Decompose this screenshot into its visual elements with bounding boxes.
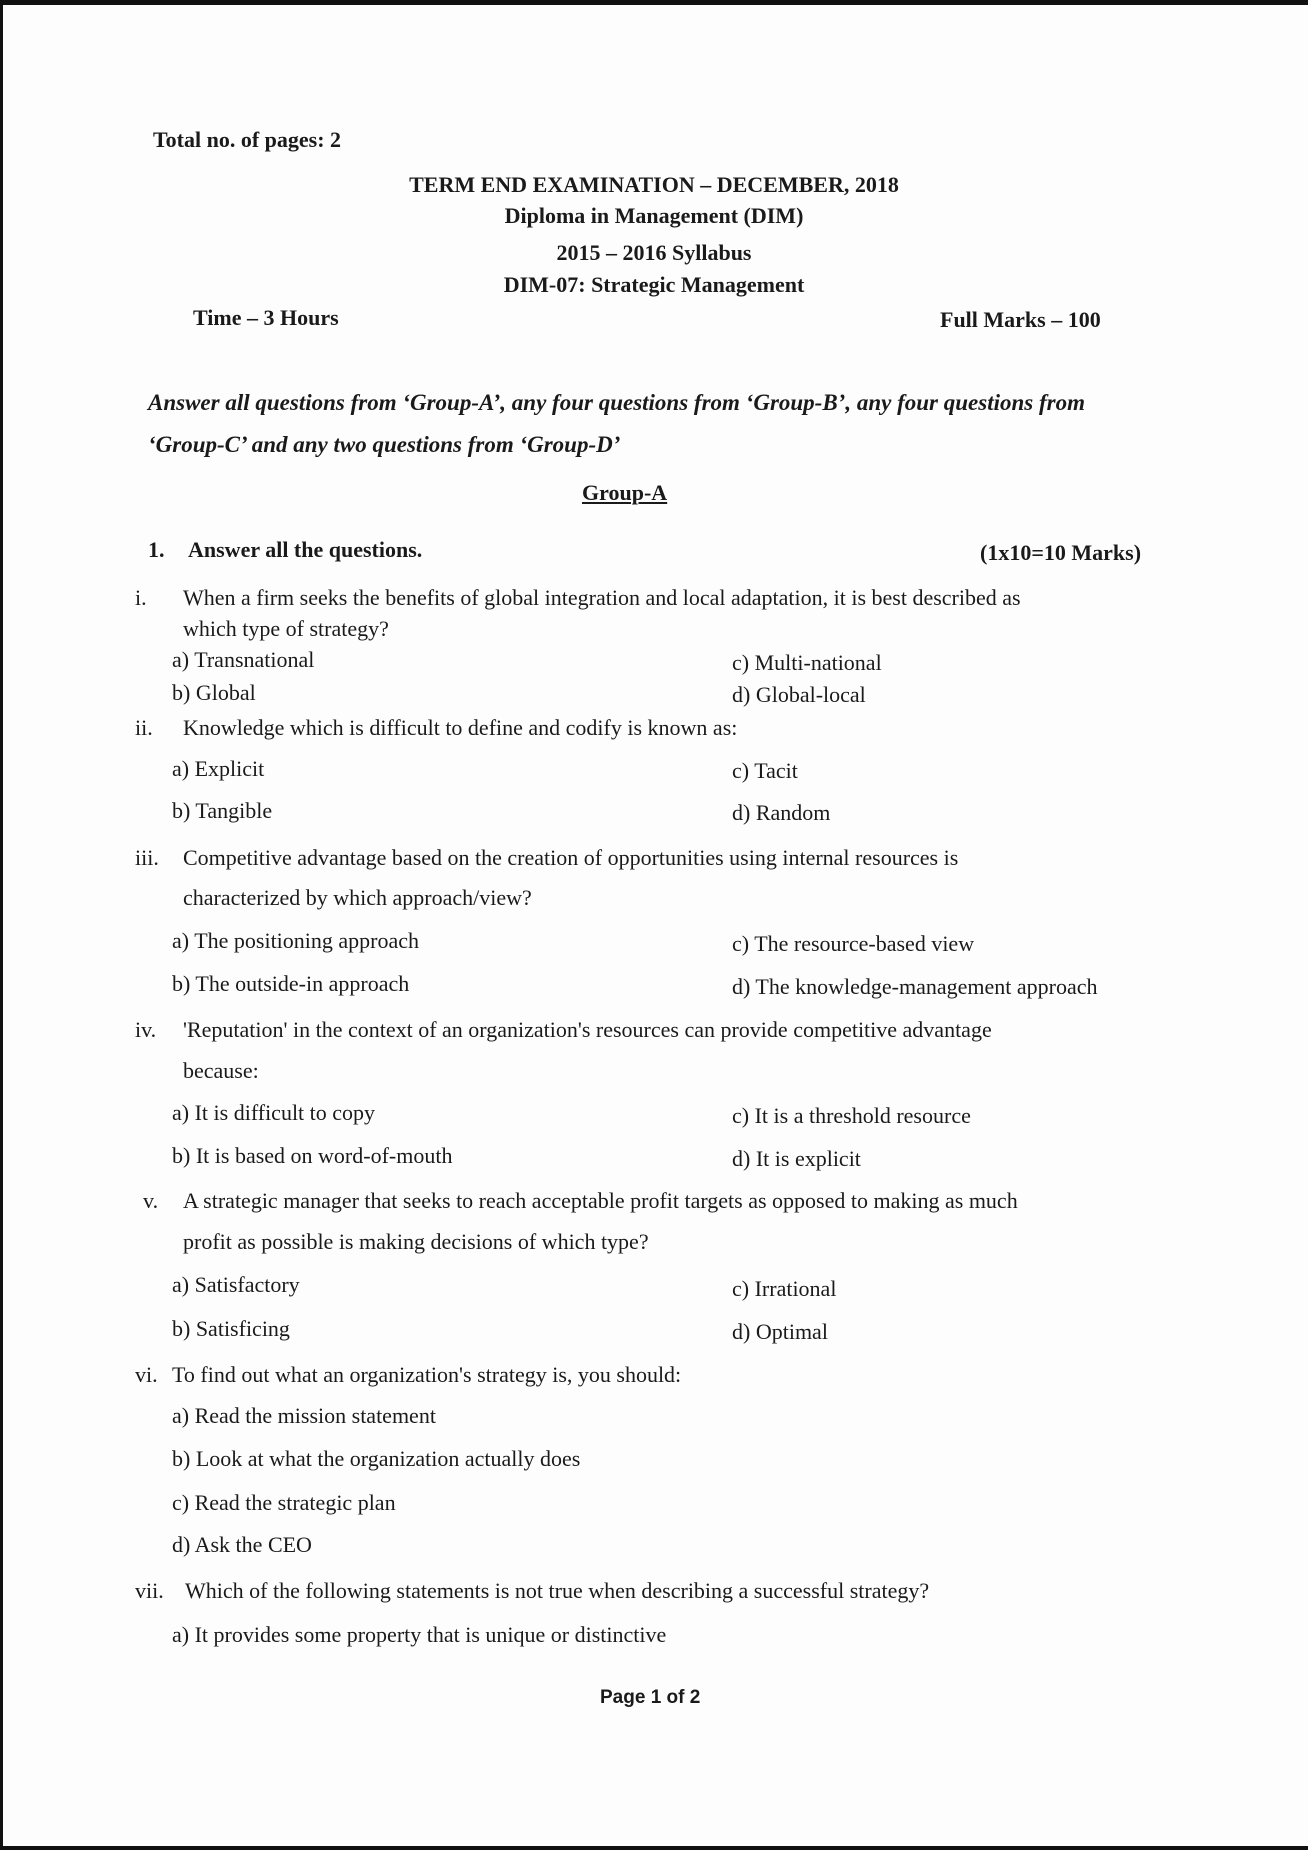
question-number: 1. [148, 537, 165, 562]
mcq-option: b) Global [172, 680, 256, 705]
mcq-option: a) Transnational [172, 647, 315, 672]
group-heading: Group-A [582, 480, 668, 505]
time-allowed: Time – 3 Hours [193, 305, 339, 330]
mcq-question-line: A strategic manager that seeks to reach acceptable profit targets as opposed to making as much [183, 1188, 1018, 1213]
mcq-option: a) It is difficult to copy [172, 1100, 376, 1125]
mcq-option: c) It is a threshold resource [732, 1103, 971, 1128]
mcq-question-line: Knowledge which is difficult to define and codify is known as: [183, 715, 738, 740]
mcq-question-line: To find out what an organization's strategy is, you should: [172, 1362, 682, 1387]
scan-border-bottom [0, 1846, 1308, 1850]
mcq-option: c) The resource-based view [732, 931, 975, 956]
question-marks: (1x10=10 Marks) [980, 540, 1142, 565]
total-pages: Total no. of pages: 2 [153, 127, 342, 152]
scan-border-left [0, 0, 3, 1850]
mcq-option: b) Tangible [172, 798, 273, 823]
mcq-number: i. [135, 585, 147, 610]
instructions-line-2: ‘Group-C’ and any two questions from ‘Group-D’ [148, 432, 621, 457]
mcq-question-line: When a firm seeks the benefits of global integration and local adaptation, it is best described as [183, 585, 1021, 610]
full-marks: Full Marks – 100 [940, 307, 1101, 332]
mcq-number: iv. [135, 1017, 157, 1042]
mcq-number: v. [143, 1188, 159, 1213]
exam-title: TERM END EXAMINATION – DECEMBER, 2018 [409, 172, 899, 197]
mcq-option: b) The outside-in approach [172, 971, 410, 996]
mcq-question-line: characterized by which approach/view? [183, 885, 532, 910]
mcq-option: d) Global-local [732, 682, 866, 707]
mcq-option: c) Multi-national [732, 650, 882, 675]
mcq-option: a) The positioning approach [172, 928, 420, 953]
mcq-option: a) Read the mission statement [172, 1403, 436, 1428]
mcq-option: d) Random [732, 800, 831, 825]
mcq-option: a) Explicit [172, 756, 265, 781]
scan-border-top [0, 0, 1308, 5]
mcq-option: d) It is explicit [732, 1146, 861, 1171]
mcq-option: b) Look at what the organization actually does [172, 1446, 581, 1471]
mcq-question-line: profit as possible is making decisions of which type? [183, 1229, 649, 1254]
mcq-option: b) Satisficing [172, 1316, 290, 1341]
mcq-question-line: Competitive advantage based on the creation of opportunities using internal resources is [183, 845, 959, 870]
question-instruction: Answer all the questions. [188, 537, 423, 562]
mcq-option: b) It is based on word-of-mouth [172, 1143, 453, 1168]
mcq-number: vii. [135, 1578, 164, 1603]
mcq-option: a) Satisfactory [172, 1272, 300, 1297]
mcq-question-line: because: [183, 1058, 259, 1083]
syllabus: 2015 – 2016 Syllabus [556, 240, 752, 265]
mcq-number: iii. [135, 845, 159, 870]
mcq-number: vi. [135, 1362, 158, 1387]
mcq-question-line: which type of strategy? [183, 616, 389, 641]
mcq-option: d) The knowledge-management approach [732, 974, 1098, 999]
program-name: Diploma in Management (DIM) [504, 203, 804, 228]
mcq-option: c) Read the strategic plan [172, 1490, 396, 1515]
instructions-line-1: Answer all questions from ‘Group-A’, any four questions from ‘Group-B’, any four questions from [148, 390, 1085, 415]
mcq-option: a) It provides some property that is unique or distinctive [172, 1622, 667, 1647]
mcq-question-line: 'Reputation' in the context of an organization's resources can provide competitive advantage [183, 1017, 992, 1042]
mcq-question-line: Which of the following statements is not true when describing a successful strategy? [185, 1578, 930, 1603]
page-number: Page 1 of 2 [600, 1687, 701, 1708]
mcq-number: ii. [135, 715, 153, 740]
mcq-option: c) Tacit [732, 758, 798, 783]
mcq-option: d) Optimal [732, 1319, 828, 1344]
mcq-option: c) Irrational [732, 1276, 837, 1301]
mcq-option: d) Ask the CEO [172, 1532, 312, 1557]
course-title: DIM-07: Strategic Management [503, 272, 805, 297]
